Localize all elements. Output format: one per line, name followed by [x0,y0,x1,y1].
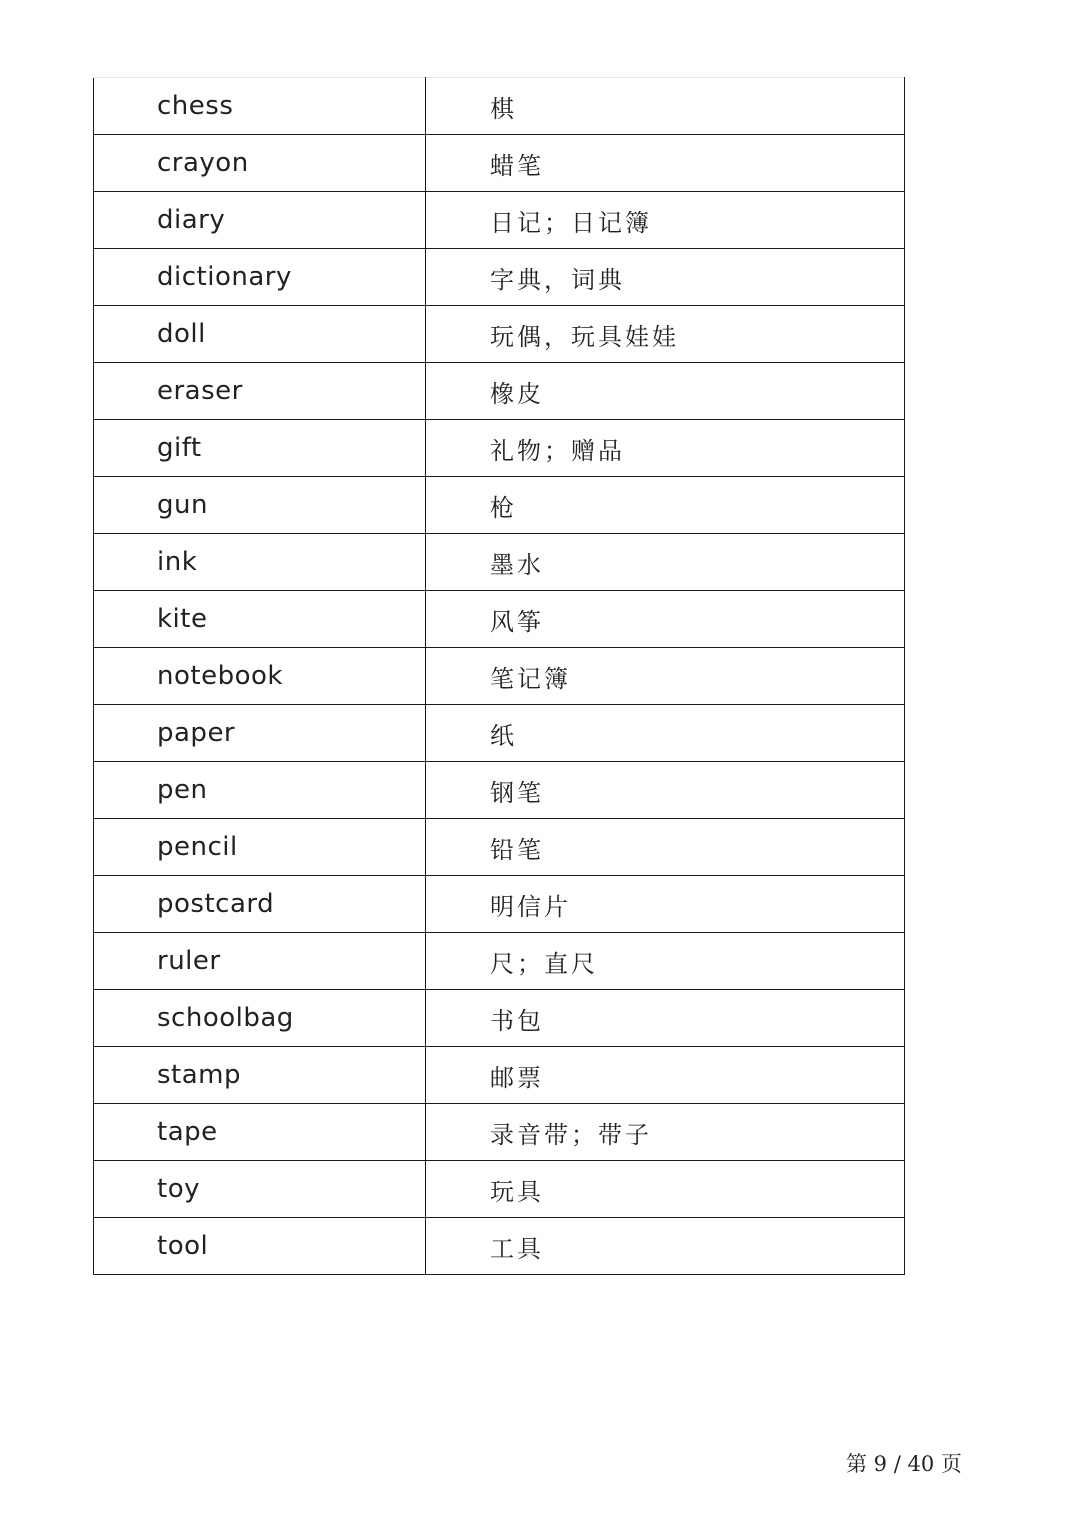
meaning-cell: 棋 [426,78,905,135]
meaning-cell: 明信片 [426,876,905,933]
table-row [94,192,905,249]
table-row [94,1047,905,1104]
table-row [94,1104,905,1161]
word-cell: chess [94,78,426,135]
word-cell: pencil [94,819,426,876]
table-row [94,990,905,1047]
table-row [94,78,905,135]
table-row [94,762,905,819]
vocabulary-table [93,77,905,1275]
word-cell: diary [94,192,426,249]
meaning-cell: 笔记簿 [426,648,905,705]
meaning-cell: 风筝 [426,591,905,648]
meaning-cell: 字典，词典 [426,249,905,306]
word-cell: ruler [94,933,426,990]
meaning-cell: 邮票 [426,1047,905,1104]
word-cell: kite [94,591,426,648]
table-row [94,135,905,192]
table-row [94,705,905,762]
table-row [94,249,905,306]
word-cell: doll [94,306,426,363]
word-cell: eraser [94,363,426,420]
table-row [94,477,905,534]
word-cell: toy [94,1161,426,1218]
word-cell: stamp [94,1047,426,1104]
word-cell: pen [94,762,426,819]
meaning-cell: 录音带；带子 [426,1104,905,1161]
meaning-cell: 蜡笔 [426,135,905,192]
meaning-cell: 钢笔 [426,762,905,819]
word-cell: ink [94,534,426,591]
table-row [94,363,905,420]
table-row [94,591,905,648]
table-row [94,819,905,876]
meaning-cell: 书包 [426,990,905,1047]
table-row [94,306,905,363]
table-row [94,1161,905,1218]
meaning-cell: 尺；直尺 [426,933,905,990]
word-cell: gift [94,420,426,477]
meaning-cell: 玩偶，玩具娃娃 [426,306,905,363]
word-cell: schoolbag [94,990,426,1047]
meaning-cell: 工具 [426,1218,905,1275]
word-cell: dictionary [94,249,426,306]
table-row [94,648,905,705]
word-cell: crayon [94,135,426,192]
table-row [94,534,905,591]
meaning-cell: 枪 [426,477,905,534]
word-cell: paper [94,705,426,762]
meaning-cell: 日记；日记簿 [426,192,905,249]
meaning-cell: 橡皮 [426,363,905,420]
word-cell: postcard [94,876,426,933]
table-row [94,420,905,477]
meaning-cell: 纸 [426,705,905,762]
page-number: 第 9 / 40 页 [846,1452,962,1476]
table-row [94,876,905,933]
table-row [94,1218,905,1275]
word-cell: tape [94,1104,426,1161]
word-cell: gun [94,477,426,534]
table-row [94,933,905,990]
meaning-cell: 铅笔 [426,819,905,876]
meaning-cell: 玩具 [426,1161,905,1218]
meaning-cell: 墨水 [426,534,905,591]
word-cell: tool [94,1218,426,1275]
meaning-cell: 礼物；赠品 [426,420,905,477]
word-cell: notebook [94,648,426,705]
